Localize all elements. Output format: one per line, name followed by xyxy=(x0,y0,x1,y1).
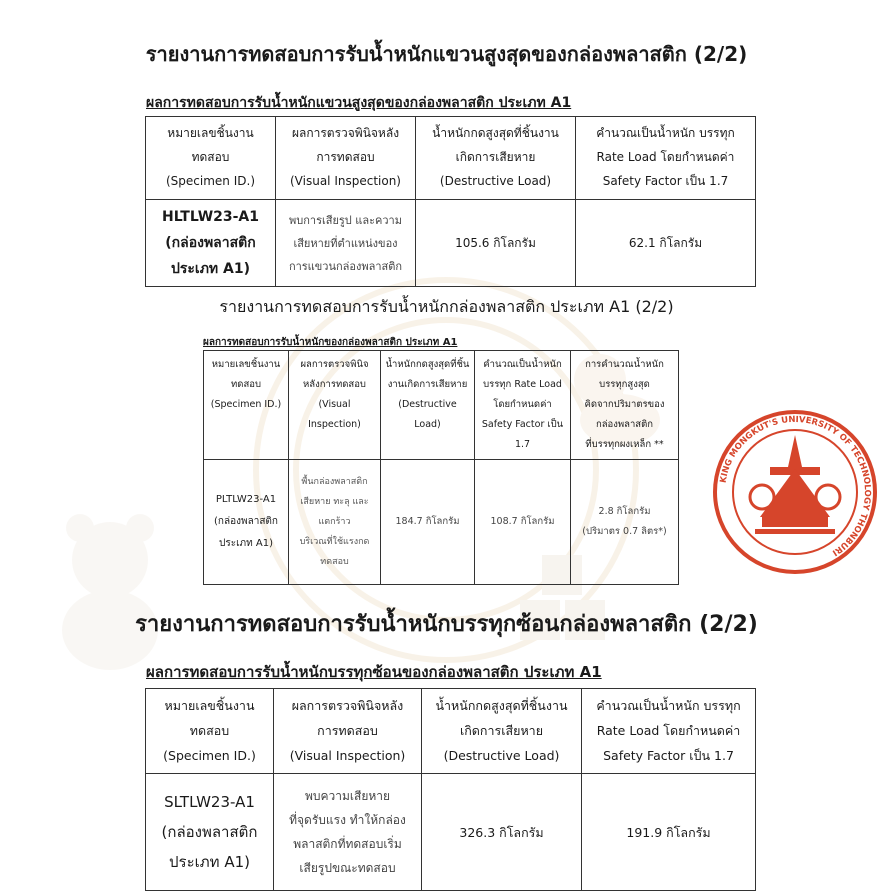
university-seal-icon xyxy=(710,407,880,577)
report3-subtitle: ผลการทดสอบการรับน้ำหนักบรรทุกซ้อนของกล่องพลาสติก ประเภท A1 xyxy=(146,663,602,681)
table-row xyxy=(146,200,756,287)
table-header-row xyxy=(146,689,756,774)
report1-title: รายงานการทดสอบการรับน้ำหนักแขวนสูงสุดของกล่องพลาสติก (2/2) xyxy=(145,42,748,66)
header-rated-load: คำนวณเป็นน้ำหนัก บรรทุก Rate Load โดยกำหนดค่า Safety Factor เป็น 1.7 xyxy=(582,689,756,774)
table-row xyxy=(146,774,756,891)
header-specimen-id: หมายเลขชิ้นงาน ทดสอบ (Specimen ID.) xyxy=(146,117,276,200)
destructive-load-cell: 326.3 กิโลกรัม xyxy=(422,774,582,891)
header-rated-load: คำนวณเป็นน้ำหนัก บรรทุก Rate Load โดยกำหนดค่า Safety Factor เป็น 1.7 xyxy=(475,351,571,460)
table-row xyxy=(204,460,679,585)
rated-load-cell: 62.1 กิโลกรัม xyxy=(576,200,756,287)
header-visual-inspection: ผลการตรวจพินิจหลัง การทดสอบ (Visual Inspection) xyxy=(274,689,422,774)
visual-inspection-cell: พบความเสียหาย ที่จุดรับแรง ทำให้กล่อง พลาสติกที่ทดสอบเริ่ม เสียรูปขณะทดสอบ xyxy=(274,774,422,891)
header-visual-inspection: ผลการตรวจพินิจ หลังการทดสอบ (Visual Inspection) xyxy=(289,351,381,460)
header-destructive-load: น้ำหนักกดสูงสุดที่ชิ้นงาน เกิดการเสียหาย (Destructive Load) xyxy=(422,689,582,774)
report3-table xyxy=(145,688,756,891)
destructive-load-cell: 105.6 กิโลกรัม xyxy=(416,200,576,287)
report1-table xyxy=(145,116,756,287)
specimen-id-cell: HLTLW23-A1 (กล่องพลาสติก ประเภท A1) xyxy=(146,200,276,287)
specimen-id-cell: SLTLW23-A1 (กล่องพลาสติก ประเภท A1) xyxy=(146,774,274,891)
rated-load-cell: 108.7 กิโลกรัม xyxy=(475,460,571,585)
teddy-bear-icon xyxy=(62,514,158,670)
header-max-load-calculation: การคำนวณน้ำหนัก บรรทุกสูงสุด คิดจากปริมาตรของ กล่องพลาสติก ที่บรรทุกผงเหล็ก ** xyxy=(571,351,679,460)
destructive-load-cell: 184.7 กิโลกรัม xyxy=(381,460,475,585)
header-destructive-load: น้ำหนักกดสูงสุดที่ชิ้น งานเกิดการเสียหาย (Destructive Load) xyxy=(381,351,475,460)
report2-table xyxy=(203,350,679,585)
header-specimen-id: หมายเลขชิ้นงาน ทดสอบ (Specimen ID.) xyxy=(204,351,289,460)
report1-subtitle: ผลการทดสอบการรับน้ำหนักแขวนสูงสุดของกล่องพลาสติก ประเภท A1 xyxy=(146,95,572,111)
max-load-cell: 2.8 กิโลกรัม (ปริมาตร 0.7 ลิตร*) xyxy=(571,460,679,585)
specimen-id-cell: PLTLW23-A1 (กล่องพลาสติก ประเภท A1) xyxy=(204,460,289,585)
header-visual-inspection: ผลการตรวจพินิจหลัง การทดสอบ (Visual Inspection) xyxy=(276,117,416,200)
table-header-row xyxy=(146,117,756,200)
table-header-row xyxy=(204,351,679,460)
report2-subtitle: ผลการทดสอบการรับน้ำหนักของกล่องพลาสติก ประเภท A1 xyxy=(203,337,458,348)
report3-title: รายงานการทดสอบการรับน้ำหนักบรรทุกซ้อนกล่องพลาสติก (2/2) xyxy=(135,612,758,637)
visual-inspection-cell: พื้นกล่องพลาสติก เสียหาย ทะลุ และ แตกร้าว บริเวณที่ใช้แรงกด ทดสอบ xyxy=(289,460,381,585)
svg-text:KING MONGKUT'S UNIVERSITY OF T: KING MONGKUT'S UNIVERSITY OF TECHNOLOGY THONBURI xyxy=(718,414,873,558)
header-destructive-load: น้ำหนักกดสูงสุดที่ชิ้นงาน เกิดการเสียหาย (Destructive Load) xyxy=(416,117,576,200)
report2-title: รายงานการทดสอบการรับน้ำหนักกล่องพลาสติก ประเภท A1 (2/2) xyxy=(219,297,674,316)
header-specimen-id: หมายเลขชิ้นงาน ทดสอบ (Specimen ID.) xyxy=(146,689,274,774)
header-rated-load: คำนวณเป็นน้ำหนัก บรรทุก Rate Load โดยกำหนดค่า Safety Factor เป็น 1.7 xyxy=(576,117,756,200)
rated-load-cell: 191.9 กิโลกรัม xyxy=(582,774,756,891)
visual-inspection-cell: พบการเสียรูป และความ เสียหายที่ตำแหน่งของ การแขวนกล่องพลาสติก xyxy=(276,200,416,287)
